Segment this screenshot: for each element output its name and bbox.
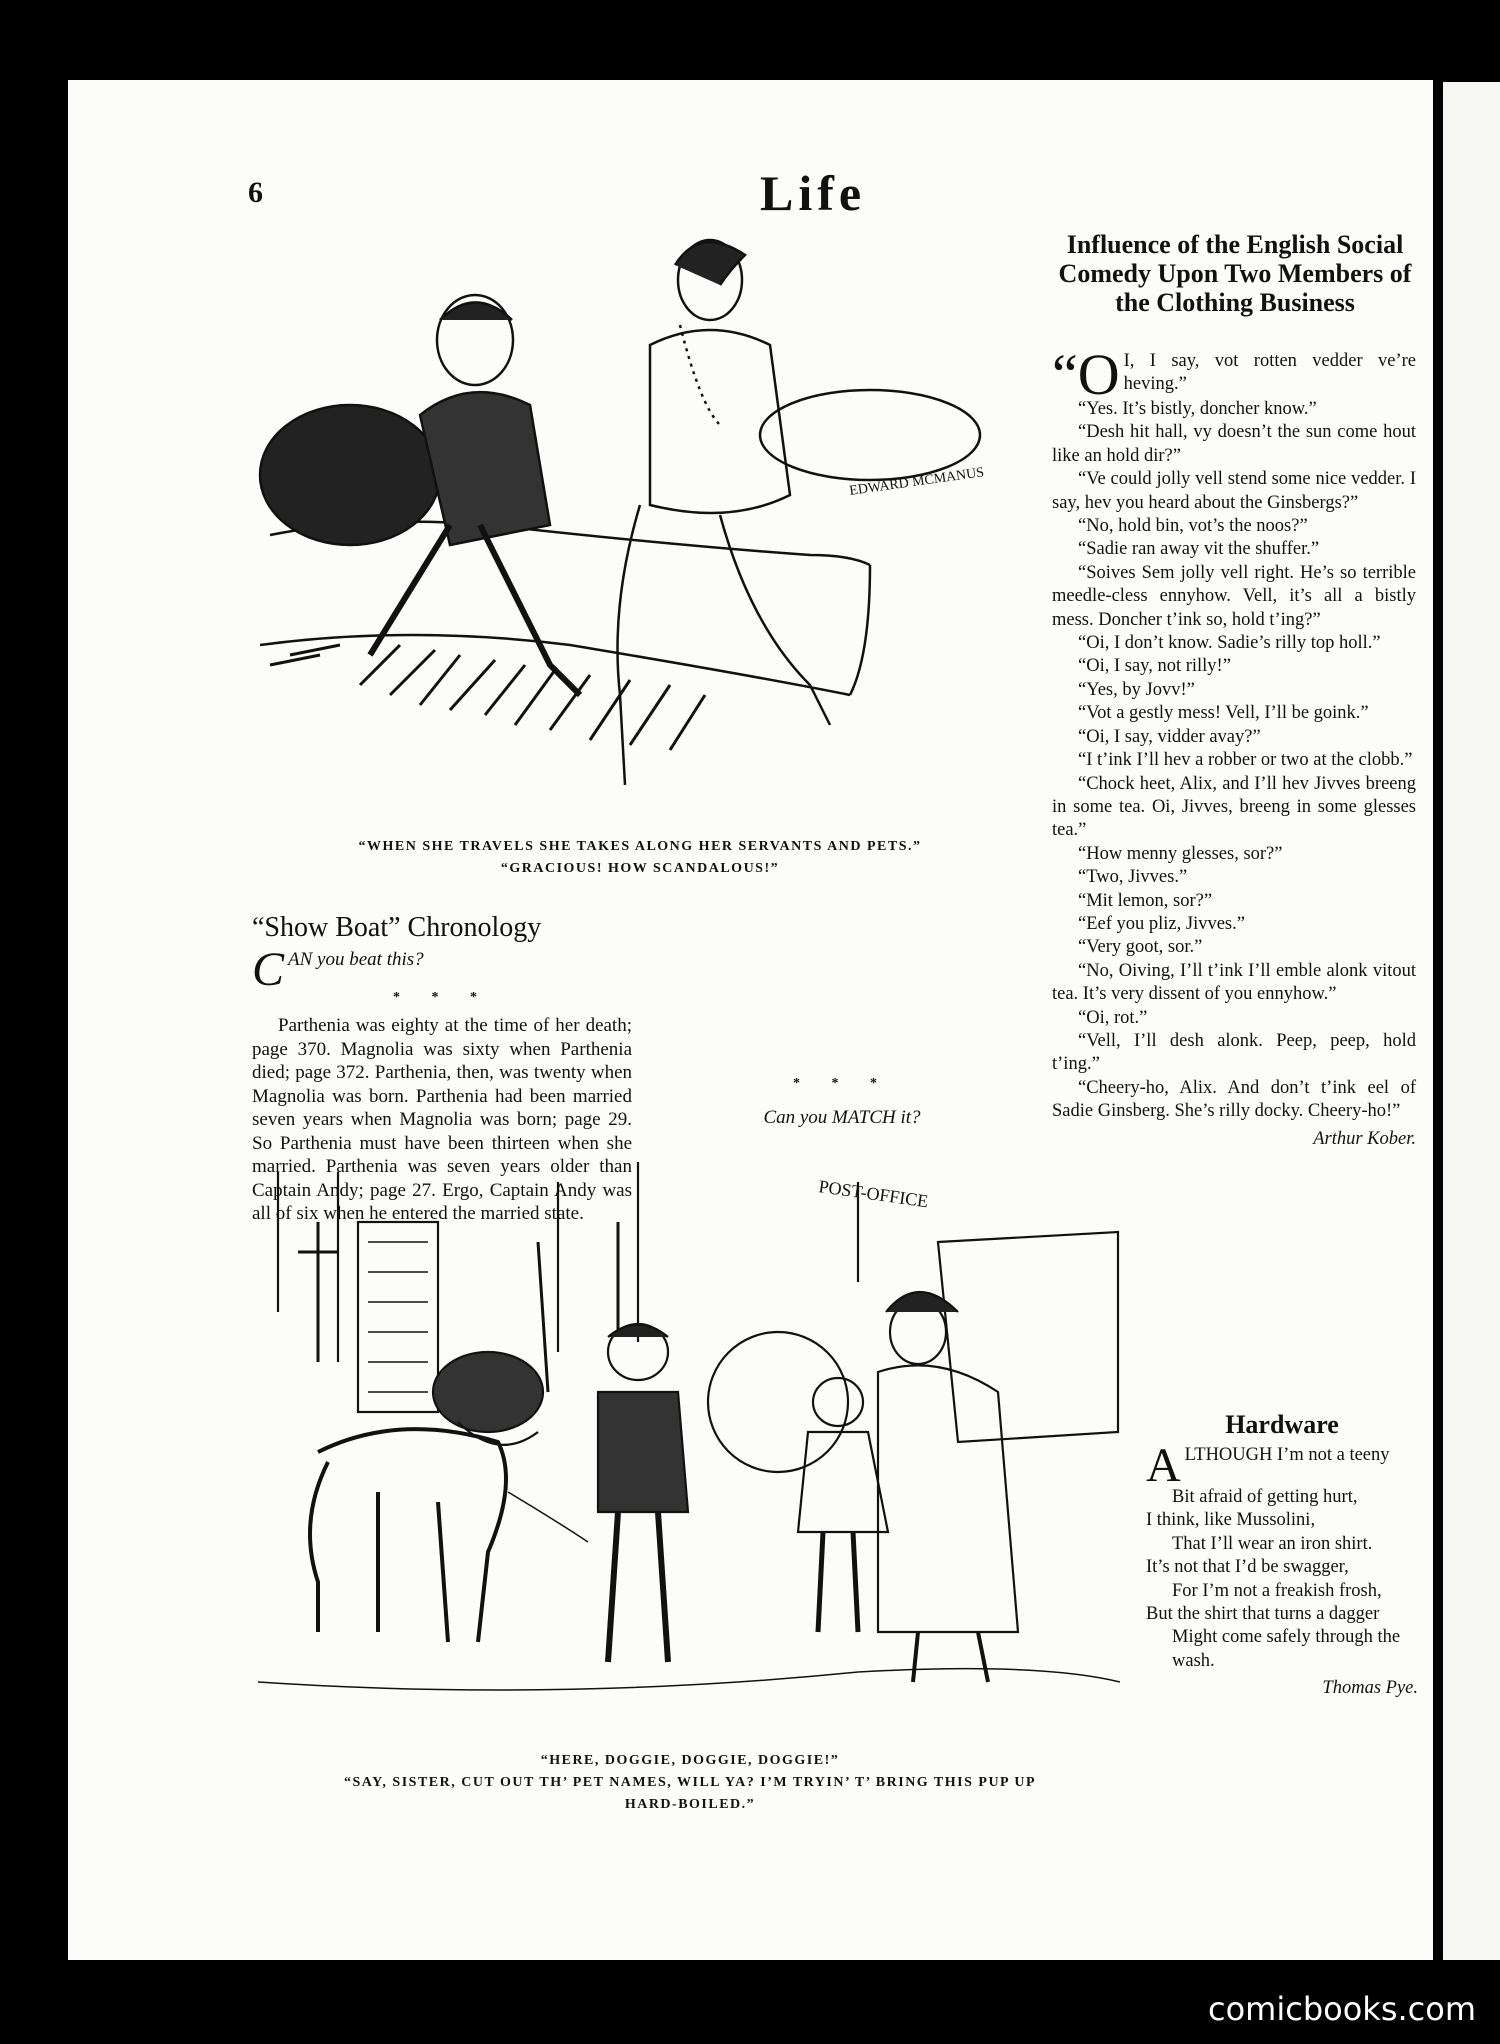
adjacent-page-edge: [1443, 82, 1500, 1960]
cartoon2-caption-line2: “SAY, SISTER, CUT OUT TH’ PET NAMES, WILL YA? I’M TRYIN’ T’ BRING THIS PUP UP: [343, 1775, 1036, 1790]
show-boat-dropcap: C: [252, 943, 285, 996]
hardware-poem: [1146, 1410, 1418, 1701]
page-gutter: [1433, 80, 1443, 1960]
masthead-title: Life: [760, 165, 867, 221]
influence-line-14: “How menny glesses, sor?”: [1078, 843, 1283, 864]
hardware-line-6: For I’m not a freakish frosh,: [1172, 1580, 1382, 1601]
show-boat-column2: [652, 1072, 1032, 1129]
influence-author: Arthur Kober.: [1313, 1128, 1416, 1149]
cartoon2-caption: [240, 1750, 1140, 1816]
influence-line-0: I, I say, vot rotten vedder ve’re heving.”: [1123, 351, 1416, 395]
hardware-line-4: That I’ll wear an iron shirt.: [1172, 1533, 1373, 1554]
influence-line-3: “Ve could jolly vell stend some nice vedder. I say, hev you heard about the Ginsbergs?”: [1052, 469, 1416, 513]
influence-line-6: “Soives Sem jolly vell right. He’s so terrible meedle-cless ennyhow. Vell, it’s all a bistly mess. Doncher t’ink so, hold t’ing?”: [1052, 562, 1416, 630]
influence-first-line: [1052, 342, 1416, 407]
hardware-line-1: LTHOUGH I’m not a teeny: [1184, 1445, 1390, 1465]
show-boat-para1: Parthenia was eighty at the time of her death; page 370. Magnolia was sixty when Parthenia died; page 372. Parthenia, then, was twenty when Magnolia was born. Parthenia had been married seven years when Magnolia was born; page 29. So Parthenia must have been thirteen when she married. Parthenia was seven years older than Captain Andy; page 27. Ergo, Captain Andy was all of six when he entered the married state.: [252, 1015, 632, 1224]
influence-line-9: “Yes, by Jovv!”: [1078, 679, 1195, 700]
influence-dropcap: “O: [1052, 342, 1120, 407]
show-boat-stars: * * *: [393, 990, 491, 1005]
influence-line-4: “No, hold bin, vot’s the noos?”: [1078, 516, 1308, 537]
site-watermark: comicbooks.com: [1207, 1990, 1476, 2028]
hardware-line-5: It’s not that I’d be swagger,: [1146, 1557, 1349, 1578]
hardware-title: Hardware: [1225, 1410, 1339, 1439]
hardware-line-8: Might come safely through the wash.: [1172, 1627, 1401, 1671]
influence-line-21: “Vell, I’ll desh alonk. Peep, peep, hold t’ing.”: [1052, 1030, 1416, 1075]
influence-line-10: “Vot a gestly mess! Vell, I’ll be goink.”: [1078, 703, 1369, 724]
hardware-line-3: I think, like Mussolini,: [1146, 1510, 1316, 1531]
influence-line-11: “Oi, I say, vidder avay?”: [1078, 726, 1261, 747]
post-office-sign: POST-OFFICE: [817, 1176, 930, 1212]
hardware-dropcap: A: [1146, 1439, 1181, 1492]
influence-line-20: “Oi, rot.”: [1078, 1007, 1148, 1028]
cartoon1-caption: [250, 836, 1030, 880]
hardware-line-2: Bit afraid of getting hurt,: [1172, 1487, 1358, 1507]
cartoon1-caption-line2: “GRACIOUS! HOW SCANDALOUS!”: [500, 861, 780, 876]
cartoon2-caption-line3: HARD-BOILED.”: [624, 1797, 756, 1812]
influence-line-17: “Eef you pliz, Jivves.”: [1078, 913, 1245, 934]
show-boat-lead: AN you beat this?: [288, 949, 424, 970]
influence-line-15: “Two, Jivves.”: [1078, 867, 1188, 888]
hardware-author: Thomas Pye.: [1322, 1678, 1418, 1699]
influence-line-12: “I t’ink I’ll hev a robber or two at the clobb.”: [1078, 750, 1413, 771]
show-boat-title: “Show Boat” Chronology: [252, 912, 542, 943]
influence-line-5: “Sadie ran away vit the shuffer.”: [1078, 539, 1320, 560]
show-boat-stars2: * * *: [793, 1076, 891, 1091]
influence-line-13: “Chock heet, Alix, and I’ll hev Jivves breeng in some tea. Oi, Jivves, breeng in some glesses tea.”: [1052, 773, 1416, 841]
cartoon2-caption-line1: “HERE, DOGGIE, DOGGIE, DOGGIE!”: [540, 1753, 840, 1768]
cartoon-couple-illustration: [250, 225, 1010, 825]
influence-line-16: “Mit lemon, sor?”: [1078, 890, 1213, 911]
influence-line-18: “Very goot, sor.”: [1078, 937, 1203, 958]
influence-line-1: “Yes. It’s bistly, doncher know.”: [1078, 399, 1317, 419]
influence-line-2: “Desh hit hall, vy doesn’t the sun come hout like an hold dir?”: [1052, 422, 1416, 466]
cartoon-dog-illustration: [258, 1162, 1120, 1742]
hardware-first-line: [1146, 1439, 1418, 1492]
illustrator-signature: EDWARD MCMANUS: [848, 465, 985, 499]
influence-article: [1052, 342, 1416, 1151]
influence-line-19: “No, Oiving, I’ll t’ink I’ll emble alonk vitout tea. It’s very dissent of you ennyhow.”: [1052, 960, 1416, 1005]
page-number: 6: [248, 176, 263, 209]
show-boat-closing: Can you MATCH it?: [763, 1106, 921, 1128]
influence-line-22: “Cheery-ho, Alix. And don’t t’ink eel of Sadie Ginsberg. She’s rilly docky. Cheery-ho!”: [1052, 1077, 1416, 1122]
influence-line-7: “Oi, I don’t know. Sadie’s rilly top holl.”: [1078, 633, 1381, 654]
influence-title: Influence of the English Social Comedy Upon Two Members of the Clothing Business: [1058, 230, 1412, 317]
hardware-line-7: But the shirt that turns a dagger: [1146, 1604, 1380, 1625]
cartoon1-caption-line1: “WHEN SHE TRAVELS SHE TAKES ALONG HER SERVANTS AND PETS.”: [358, 839, 922, 854]
influence-line-8: “Oi, I say, not rilly!”: [1078, 656, 1231, 677]
